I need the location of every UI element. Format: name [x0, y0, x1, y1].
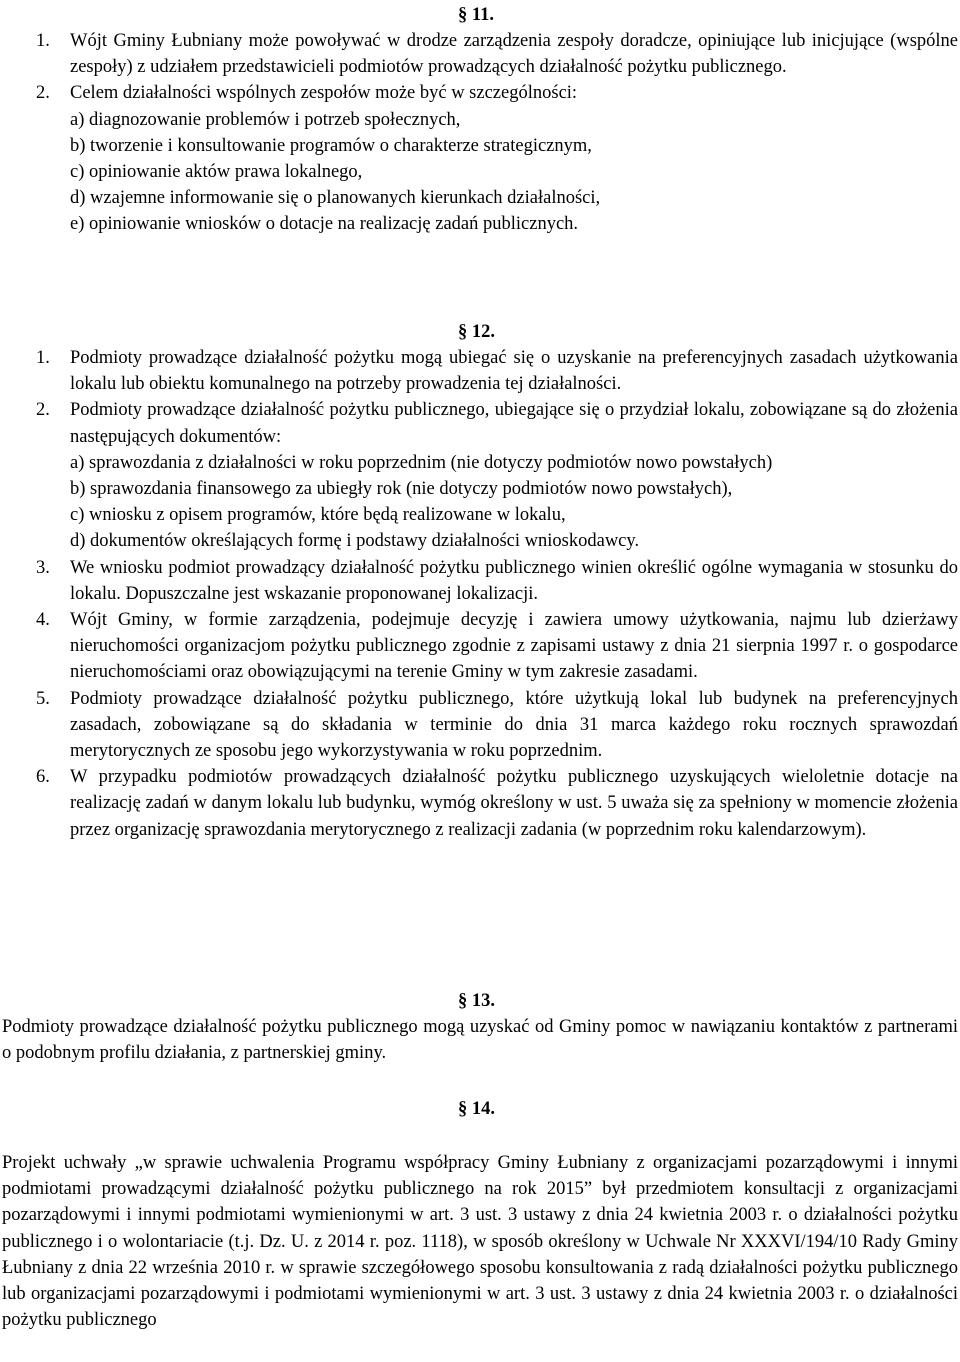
- paragraph-12-4: [0, 607, 960, 686]
- paragraph-14: Projekt uchwały „w sprawie uchwalenia Programu współpracy Gminy Łubniany z organizacjami pozarządowymi i innymi podmiotami prowadzącymi działalność pożytku publicznego na rok 2015” był przedmiotem konsultacji z organizacjami pozarządowymi i innymi podmiotami wymienionymi w art. 3 ust. 3 ustawy z dnia 24 kwietnia 2003 r. o działalności pożytku publicznego i o wolontariacie (t.j. Dz. U. z 2014 r. poz. 1118), w sposób określony w Uchwale Nr XXXVI/194/10 Rady Gminy Łubniany z dnia 22 września 2010 r. w sprawie szczegółowego sposobu konsultowania z radą działalności pożytku publicznego lub organizacjami pozarządowymi i podmiotami wymienionymi w art. 3 ust. 3 ustawy z dnia 24 kwietnia 2003 r. o działalności pożytku publicznego: [2, 1153, 958, 1331]
- sub-item-b: b) sprawozdania finansowego za ubiegły rok (nie dotyczy podmiotów nowo powstałych),: [70, 479, 733, 500]
- sub-item-c: c) opiniowanie aktów prawa lokalnego,: [70, 162, 363, 183]
- sub-item-a: a) diagnozowanie problemów i potrzeb społecznych,: [70, 109, 461, 130]
- paragraph-12-3: [0, 555, 960, 607]
- sub-item-b: b) tworzenie i konsultowanie programów o charakterze strategicznym,: [70, 135, 592, 156]
- paragraph-12-1: [0, 345, 960, 397]
- item-text: Podmioty prowadzące działalność pożytku publicznego, które użytkują lokal lub budynek na preferencyjnych zasadach, zobowiązane są do składania w terminie do dnia 31 marca każdego roku rocznych sprawozdań merytorycznych ze sposobu jego wykorzystywania w roku poprzednim.: [70, 688, 958, 762]
- paragraph-12-5: [0, 686, 960, 765]
- paragraph-12-6: [0, 764, 960, 843]
- item-text: W przypadku podmiotów prowadzących działalność pożytku publicznego uzyskujących wieloletnie dotacje na realizację zadań w danym lokalu lub budynku, wymóg określony w ust. 5 uważa się za spełniony w momencie złożenia przez organizację sprawozdania merytorycznego z realizacji zadania (w poprzednim roku kalendarzowym).: [70, 767, 958, 840]
- sub-item-d: d) wzajemne informowanie się o planowanych kierunkach działalności,: [70, 188, 601, 209]
- sub-item-d: d) dokumentów określających formę i podstawy działalności wnioskodawcy.: [70, 531, 640, 552]
- item-text: Wójt Gminy, w formie zarządzenia, podejmuje decyzję i zawiera umowy użytkowania, najmu lub dzierżawy nieruchomości organizacjom pożytku publicznego zgodnie z zapisami ustawy z dnia 21 sierpnia 1997 r. o gospodarce nieruchomościami oraz obowiązującymi na terenie Gminy w tym zakresie zasadami.: [70, 610, 958, 683]
- sub-item-e: e) opiniowanie wniosków o dotacje na realizację zadań publicznych.: [70, 214, 579, 235]
- section-heading-14: § 14.: [458, 1099, 495, 1119]
- paragraph-13: Podmioty prowadzące działalność pożytku publicznego mogą uzyskać od Gminy pomoc w nawiązaniu kontaktów z partnerami o podobnym profilu działania, z partnerskiej gminy.: [2, 1017, 958, 1064]
- item-number: 2.: [36, 400, 50, 421]
- section-heading-12: § 12.: [458, 322, 495, 342]
- paragraph-11-1: [0, 28, 960, 80]
- section-heading-13: § 13.: [458, 991, 495, 1011]
- item-text: Celem działalności wspólnych zespołów może być w szczególności:: [70, 83, 578, 104]
- paragraph-11-2: [0, 80, 960, 106]
- item-number: 2.: [36, 83, 50, 104]
- item-number: 1.: [36, 31, 50, 51]
- sub-item-a: a) sprawozdania z działalności w roku poprzednim (nie dotyczy podmiotów nowo powstałych): [70, 452, 773, 473]
- item-text: We wniosku podmiot prowadzący działalność pożytku publicznego winien określić ogólne wymagania w stosunku do lokalu. Dopuszczalne jest wskazanie proponowanej lokalizacji.: [70, 557, 958, 604]
- section-heading-11: § 11.: [458, 5, 494, 25]
- item-text: Wójt Gminy Łubniany może powoływać w drodze zarządzenia zespoły doradcze, opiniujące lub inicjujące (wspólne zespoły) z udziałem przedstawicieli podmiotów prowadzących działalność pożytku publicznego.: [70, 31, 958, 78]
- item-number: 4.: [36, 610, 50, 631]
- item-text: Podmioty prowadzące działalność pożytku publicznego, ubiegające się o przydział lokalu, zobowiązane są do złożenia następujących dokumentów:: [70, 400, 958, 447]
- section-14-body: [0, 1150, 960, 1333]
- item-number: 3.: [36, 557, 50, 578]
- item-text: Podmioty prowadzące działalność pożytku mogą ubiegać się o uzyskanie na preferencyjnych zasadach użytkowania lokalu lub obiektu komunalnego na potrzeby prowadzenia tej działalności.: [70, 348, 958, 395]
- item-number: 6.: [36, 767, 50, 788]
- section-11-body: [0, 28, 960, 238]
- section-12-body: [0, 345, 960, 843]
- paragraph-12-2: [0, 397, 960, 449]
- sub-item-c: c) wniosku z opisem programów, które będą realizowane w lokalu,: [70, 505, 566, 526]
- section-13-body: [0, 1014, 960, 1066]
- item-number: 5.: [36, 688, 50, 709]
- item-number: 1.: [36, 348, 50, 368]
